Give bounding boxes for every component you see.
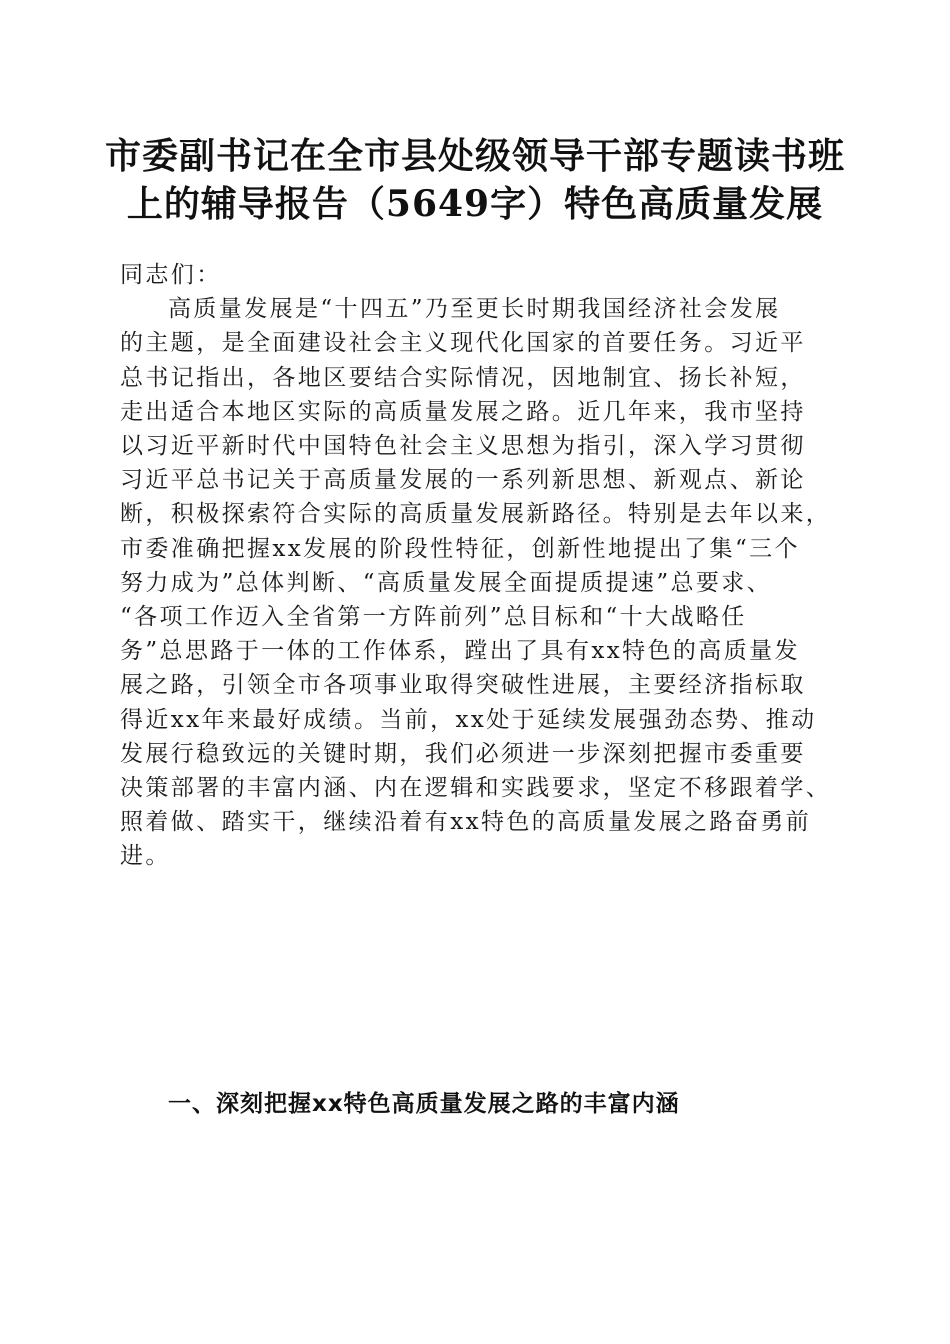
paragraph-line: 断，积极探索符合实际的高质量发展新路径。特别是去年以来， bbox=[120, 501, 832, 528]
paragraph-line: 照着做、踏实干，继续沿着有xx特色的高质量发展之路奋勇前 bbox=[120, 809, 812, 836]
paragraph-line: 努力成为”总体判断、“高质量发展全面提质提速”总要求、 bbox=[120, 569, 773, 596]
paragraph-line: 展之路，引领全市各项事业取得突破性进展，主要经济指标取 bbox=[120, 672, 806, 699]
paragraph-line: 发展行稳致远的关键时期，我们必须进一步深刻把握市委重要 bbox=[120, 740, 806, 767]
paragraph-line: 走出适合本地区实际的高质量发展之路。近几年来，我市坚持 bbox=[120, 398, 806, 425]
section-heading: 一、深刻把握xx特色高质量发展之路的丰富内涵 bbox=[168, 1091, 680, 1117]
paragraph-line: 高质量发展是“十四五”乃至更长时期我国经济社会发展 bbox=[168, 296, 781, 323]
paragraph bbox=[120, 292, 834, 873]
paragraph-line: 务”总思路于一体的工作体系，蹚出了具有xx特色的高质量发 bbox=[120, 638, 800, 665]
paragraph-line: 进。 bbox=[120, 843, 171, 870]
document-body bbox=[120, 258, 834, 874]
paragraph-line: 以习近平新时代中国特色社会主义思想为指引，深入学习贯彻 bbox=[120, 433, 806, 460]
paragraph-line: 习近平总书记关于高质量发展的一系列新思想、新观点、新论 bbox=[120, 467, 806, 494]
paragraph-line: 市委准确把握xx发展的阶段性特征，创新性地提出了集“三个 bbox=[120, 535, 800, 562]
paragraph-line: “各项工作迈入全省第一方阵前列”总目标和“十大战略任 bbox=[120, 604, 747, 631]
salutation: 同志们： bbox=[120, 262, 222, 288]
document-title bbox=[100, 132, 850, 228]
title-line: 市委副书记在全市县处级领导干部专题读书班 bbox=[104, 135, 845, 177]
paragraph-line: 得近xx年来最好成绩。当前，xx处于延续发展强劲态势、推动 bbox=[120, 706, 817, 733]
paragraph-line: 总书记指出，各地区要结合实际情况，因地制宜、扬长补短， bbox=[120, 364, 806, 391]
paragraph-line: 决策部署的丰富内涵、内在逻辑和实践要求，坚定不移跟着学、 bbox=[120, 775, 832, 802]
paragraph-line: 的主题，是全面建设社会主义现代化国家的首要任务。习近平 bbox=[120, 330, 806, 357]
title-line: 上的辅导报告（5649字）特色高质量发展 bbox=[126, 183, 824, 225]
